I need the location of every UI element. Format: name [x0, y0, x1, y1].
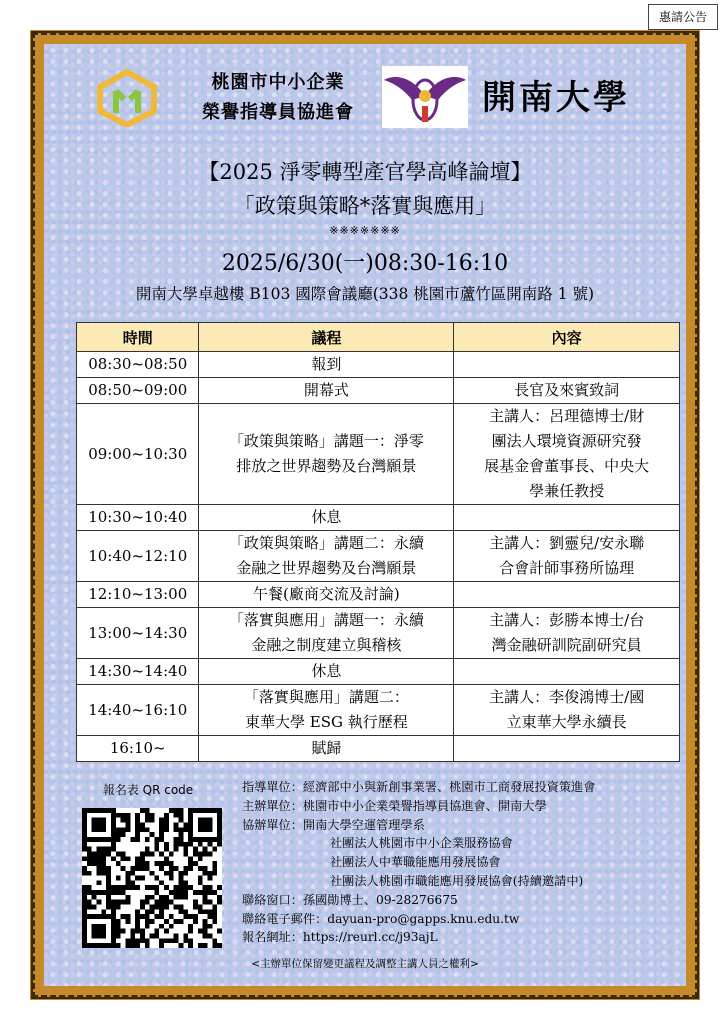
- agenda-topic-line: 賦歸: [311, 739, 342, 757]
- agenda-topic: [199, 608, 454, 659]
- agenda-topic-line: 「落實與應用」講題一：永續: [228, 611, 424, 629]
- association-logo-icon: [96, 69, 158, 127]
- agenda-topic-line: 午餐(廠商交流及討論): [253, 585, 400, 603]
- agenda-time: 10:30~10:40: [77, 505, 199, 531]
- agenda-content: [454, 685, 680, 736]
- agenda-row: [77, 531, 680, 582]
- agenda-content-line: 主講人：劉靈兒/安永聯: [489, 534, 645, 552]
- agenda-row: [77, 352, 680, 378]
- notice-tag: 惠請公告: [648, 4, 718, 30]
- agenda-topic-line: 金融之世界趨勢及台灣願景: [236, 559, 417, 577]
- agenda-topic-line: 開幕式: [303, 381, 349, 399]
- agenda-row: [77, 685, 680, 736]
- co-organizer-unit: 協辦單位：開南大學空運管理學系: [242, 817, 425, 832]
- agenda-content: [454, 659, 680, 685]
- agenda-time: 14:40~16:10: [77, 685, 199, 736]
- agenda-content-line: 團法人環境資源研究發: [491, 432, 642, 450]
- agenda-topic: [199, 404, 454, 505]
- event-datetime: 2025/6/30(一)08:30-16:10: [221, 251, 509, 276]
- agenda-topic: [199, 378, 454, 404]
- agenda-topic: [199, 736, 454, 762]
- header-content: 內容: [454, 323, 680, 352]
- agenda-content: [454, 531, 680, 582]
- agenda-row: [77, 659, 680, 685]
- co-organizer-2: 社團法人桃園市中小企業服務協會: [330, 836, 513, 851]
- agenda-content: [454, 352, 680, 378]
- guidance-unit: 指導單位：經濟部中小與新創事業署、桃園市工商發展投資策進會: [242, 780, 596, 794]
- agenda-content-line: 學兼任教授: [529, 482, 605, 500]
- agenda-row: [77, 378, 680, 404]
- agenda-topic: [199, 582, 454, 608]
- agenda-content: [454, 736, 680, 762]
- agenda-header-row: [77, 323, 680, 352]
- organizer-info: [242, 778, 595, 947]
- association-name-line2: 榮譽指導員協進會: [202, 102, 354, 123]
- co-organizer-3: 社團法人中華職能應用發展協會: [330, 855, 501, 870]
- agenda-time: 09:00~10:30: [77, 404, 199, 505]
- decorative-stars: ※※※※※※※: [329, 224, 401, 237]
- contact-person: 聯絡窗口：孫國勛博士、09-28276675: [242, 892, 458, 907]
- agenda-content-line: 主講人：彭勝本博士/台: [489, 611, 645, 629]
- agenda-topic: [199, 685, 454, 736]
- co-organizer-4: 社團法人桃園市職能應用發展協會(持續邀請中): [330, 873, 584, 888]
- agenda-content-line: 主講人：呂理德博士/財: [489, 407, 645, 425]
- agenda-topic-line: 報到: [311, 355, 342, 373]
- forum-subtitle: 「政策與策略*落實與應用」: [233, 194, 497, 218]
- registration-url[interactable]: 報名網址：https://reurl.cc/j93ajL: [242, 930, 438, 945]
- agenda-content-line: 合會計師事務所協理: [499, 559, 635, 577]
- agenda-topic: [199, 659, 454, 685]
- agenda-content-line: 立東華大學永續長: [506, 713, 627, 731]
- registration-qr-code[interactable]: [82, 808, 222, 948]
- agenda-content-line: 主講人：李俊鴻博士/國: [489, 688, 645, 706]
- organizer-unit: 主辦單位：桃園市中小企業榮譽指導員協進會、開南大學: [242, 798, 547, 813]
- association-name-line1: 桃園市中小企業: [211, 72, 345, 93]
- agenda-content-line: 長官及來賓致詞: [514, 381, 620, 399]
- agenda-topic-line: 「落實與應用」講題二：: [243, 688, 409, 706]
- event-venue: 開南大學卓越樓 B103 國際會議廳(338 桃園市蘆竹區開南路 1 號): [135, 285, 595, 303]
- agenda-topic-line: 休息: [311, 662, 342, 680]
- university-name: 開南大學: [482, 78, 630, 118]
- agenda-time: 08:50~09:00: [77, 378, 199, 404]
- agenda-content: [454, 582, 680, 608]
- agenda-time: 10:40~12:10: [77, 531, 199, 582]
- agenda-time: 12:10~13:00: [77, 582, 199, 608]
- agenda-time: 13:00~14:30: [77, 608, 199, 659]
- agenda-row: [77, 608, 680, 659]
- agenda-row: [77, 505, 680, 531]
- agenda-content: [454, 378, 680, 404]
- agenda-topic-line: 東華大學 ESG 執行歷程: [245, 713, 408, 731]
- agenda-content-line: 展基金會董事長、中央大: [484, 457, 650, 475]
- agenda-time: 16:10~: [77, 736, 199, 762]
- agenda-row: [77, 582, 680, 608]
- header-time: 時間: [77, 323, 199, 352]
- agenda-topic: [199, 531, 454, 582]
- agenda-time: 08:30~08:50: [77, 352, 199, 378]
- agenda-time: 14:30~14:40: [77, 659, 199, 685]
- agenda-row: [77, 736, 680, 762]
- agenda-topic-line: 「政策與策略」講題二：永續: [228, 534, 424, 552]
- poster-frame: [30, 30, 700, 1000]
- agenda-topic: [199, 352, 454, 378]
- university-logo-icon: [382, 66, 468, 128]
- agenda-topic-line: 排放之世界趨勢及台灣願景: [236, 457, 417, 475]
- agenda-topic-line: 金融之制度建立與稽核: [251, 636, 402, 654]
- contact-email[interactable]: 聯絡電子郵件：dayuan-pro@gapps.knu.edu.tw: [242, 911, 520, 926]
- qr-label: 報名表 QR code: [102, 783, 194, 797]
- association-name: [178, 68, 378, 128]
- agenda-content-line: 灣金融研訓院副研究員: [491, 636, 642, 654]
- disclaimer-footer: <主辦單位保留變更議程及調整主講人員之權利>: [251, 958, 479, 970]
- agenda-content: [454, 505, 680, 531]
- agenda-table: [76, 322, 680, 762]
- forum-title: 【2025 淨零轉型產官學高峰論壇】: [198, 160, 532, 184]
- header-topic: 議程: [199, 323, 454, 352]
- agenda-content: [454, 608, 680, 659]
- agenda-topic-line: 「政策與策略」講題一：淨零: [228, 432, 424, 450]
- agenda-topic: [199, 505, 454, 531]
- agenda-topic-line: 休息: [311, 508, 342, 526]
- agenda-row: [77, 404, 680, 505]
- agenda-content: [454, 404, 680, 505]
